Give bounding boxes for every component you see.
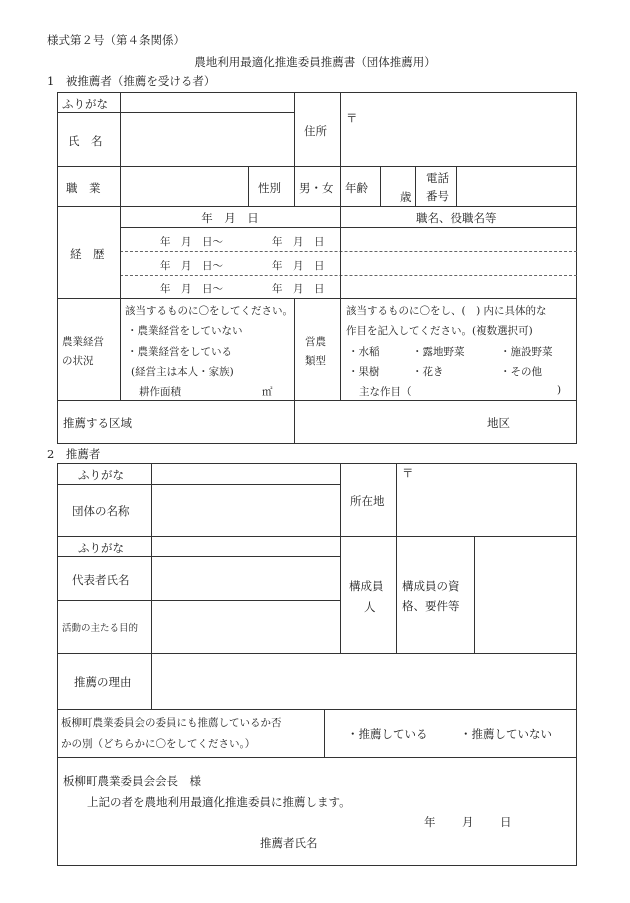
form-number: 様式第２号（第４条関係）	[47, 33, 185, 47]
member-qualification-2: 格、要件等	[402, 599, 460, 613]
crop-open-vegetables: ・露地野菜	[412, 346, 465, 358]
farm-status-note: (経営主は本人・家族)	[131, 366, 234, 378]
farm-area-label: 耕作面積	[139, 386, 181, 398]
section1-heading: 1 被推薦者（推薦を受ける者）	[47, 74, 216, 88]
location-label: 所在地	[350, 494, 385, 508]
farm-area-unit: ㎡	[262, 386, 273, 398]
farm-status-option-yes: ・農業経営をしている	[127, 346, 232, 358]
career-date-header: 年 月 日	[201, 211, 259, 225]
address-label: 住所	[304, 124, 327, 138]
age-unit: 歳	[400, 190, 412, 204]
date-year: 年	[424, 815, 436, 829]
career-to-2: 年 月 日	[272, 260, 325, 272]
district-unit: 地区	[487, 416, 510, 430]
activity-purpose-label: 活動の主たる目的	[62, 623, 139, 634]
member-qualification-1: 構成員の資	[402, 579, 460, 593]
statement: 上記の者を農地利用最適化推進委員に推薦します。	[87, 795, 351, 809]
crop-greenhouse-vegetables: ・施設野菜	[500, 346, 553, 358]
career-post-header: 職名、役職名等	[416, 211, 497, 225]
org-name-label: 団体の名称	[72, 504, 130, 518]
career-to-1: 年 月 日	[272, 236, 325, 248]
recommended-no-option: ・推薦していない	[460, 727, 552, 741]
farm-status-label-2: の状況	[62, 355, 94, 367]
farm-type-label-1: 営農	[305, 336, 326, 348]
farm-status-label-1: 農業経営	[62, 336, 104, 348]
name-label: 氏 名	[68, 134, 103, 148]
reason-label: 推薦の理由	[74, 675, 132, 689]
section2-heading: 2 推薦者	[47, 447, 101, 461]
farm-status-instruction: 該当するものに〇をしてください。	[125, 305, 293, 317]
addressee: 板柳町農業委員会会長 様	[63, 774, 201, 788]
s2-furigana-label: ふりがな	[78, 468, 124, 482]
recommender-name-label: 推薦者氏名	[260, 836, 318, 850]
career-to-3: 年 月 日	[272, 283, 325, 295]
phone-label-2: 番号	[426, 189, 449, 203]
s2-furigana-label-2: ふりがな	[78, 541, 124, 555]
date-day: 日	[500, 815, 512, 829]
farm-status-option-no: ・農業経営をしていない	[127, 325, 243, 337]
main-crop-close: )	[557, 384, 562, 396]
career-from-3: 年 月 日～	[160, 283, 223, 295]
members-label: 構成員	[349, 579, 384, 593]
form-title: 農地利用最適化推進委員推薦書（団体推薦用）	[194, 55, 436, 69]
members-unit: 人	[364, 600, 376, 614]
crop-fruit: ・果樹	[348, 366, 380, 378]
rep-name-label: 代表者氏名	[72, 573, 130, 587]
career-label: 経 歴	[70, 247, 105, 261]
phone-label-1: 電話	[426, 171, 449, 185]
crop-rice: ・水稲	[348, 346, 380, 358]
farm-type-instruction-1: 該当するものに〇をし、( ) 内に具体的な	[346, 305, 547, 317]
farm-type-label-2: 類型	[305, 355, 326, 367]
crop-other: ・その他	[500, 366, 542, 378]
postal-mark: 〒	[346, 111, 358, 125]
farm-type-instruction-2: 作目を記入してください。(複数選択可)	[346, 325, 533, 337]
occupation-label: 職 業	[66, 181, 101, 195]
furigana-label: ふりがな	[62, 97, 108, 111]
district-label: 推薦する区域	[63, 416, 132, 430]
main-crop-label: 主な作目（	[359, 386, 412, 398]
s2-postal-mark: 〒	[402, 466, 414, 480]
crop-flowers: ・花き	[412, 366, 444, 378]
sex-label: 性別	[258, 181, 281, 195]
recommended-yes-option: ・推薦している	[347, 727, 428, 741]
sex-options: 男・女	[299, 181, 334, 195]
career-from-2: 年 月 日～	[160, 260, 223, 272]
also-recommended-line-1: 板柳町農業委員会の委員にも推薦しているか否	[61, 717, 282, 729]
age-label: 年齢	[345, 181, 368, 195]
date-month: 月	[462, 815, 474, 829]
also-recommended-line-2: かの別（どちらかに〇をしてください。）	[61, 738, 256, 750]
career-from-1: 年 月 日～	[160, 236, 223, 248]
